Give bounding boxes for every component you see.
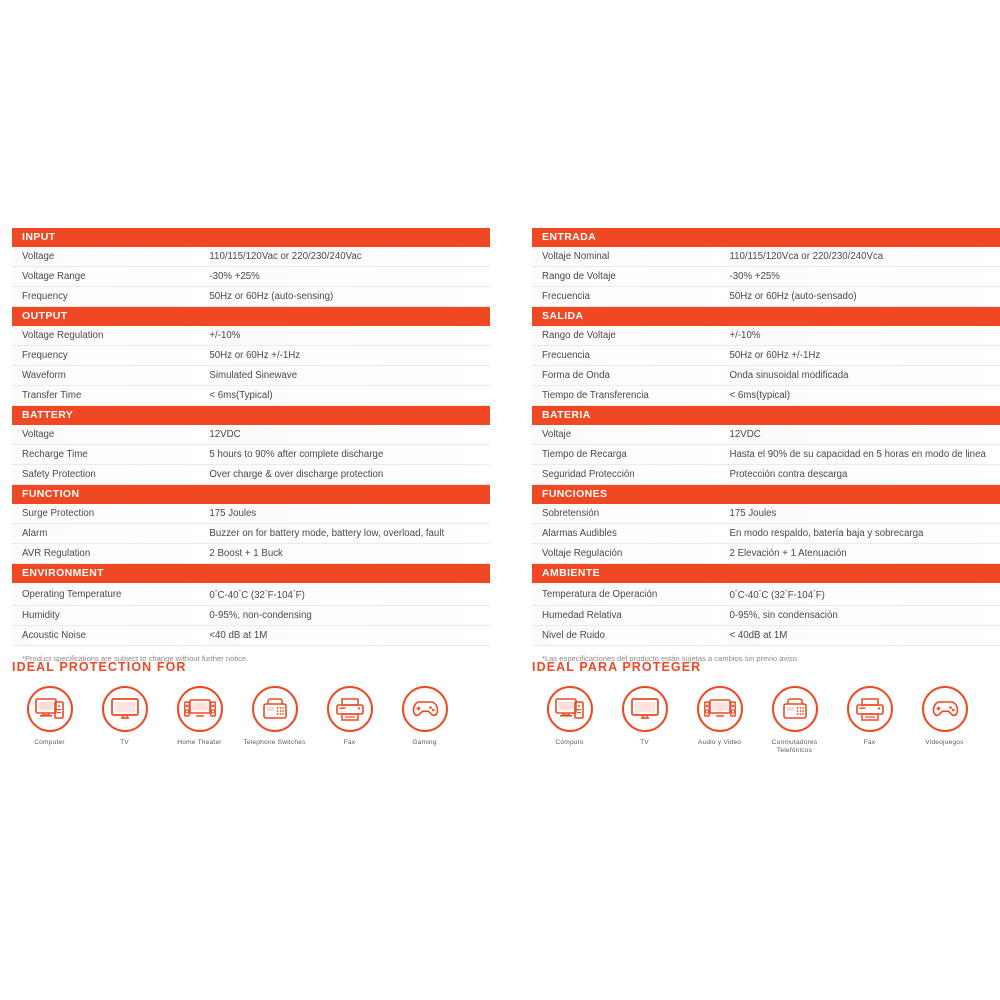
spec-label: Voltage — [12, 425, 207, 445]
protection-block-english — [12, 660, 490, 747]
section-heading: ENVIRONMENT — [12, 564, 490, 584]
spec-value: 12VDC — [207, 425, 490, 445]
protection-item-label: Conmutadores Telefónicos — [771, 739, 818, 754]
spec-row — [12, 445, 490, 465]
spec-label: AVR Regulation — [12, 544, 207, 564]
spec-value: 0-95%, non-condensing — [207, 606, 490, 626]
section-heading-row — [532, 228, 1000, 247]
footnote-spanish: *Las especificaciones del producto están sujetas a cambios sin previo aviso. — [542, 654, 800, 664]
spec-row — [12, 326, 490, 346]
spec-label: Frequency — [12, 287, 207, 307]
protection-item-label: Telephone Switches — [243, 739, 306, 746]
spec-label: Forma de Onda — [532, 366, 727, 386]
spec-label: Waveform — [12, 366, 207, 386]
spec-value: Protección contra descarga — [727, 465, 1000, 485]
spec-row — [532, 287, 1000, 307]
spec-label: Rango de Voltaje — [532, 326, 727, 346]
protection-item-label: Computer — [34, 739, 65, 746]
protection-item — [832, 686, 907, 747]
spec-value: < 6ms(typical) — [727, 386, 1000, 406]
spec-label: Temperatura de Operación — [532, 583, 727, 606]
section-heading: FUNCIONES — [532, 485, 1000, 505]
spec-label: Humedad Relativa — [532, 606, 727, 626]
spec-label: Recharge Time — [12, 445, 207, 465]
spec-row — [532, 524, 1000, 544]
section-heading: OUTPUT — [12, 307, 490, 327]
spec-value: +/-10% — [207, 326, 490, 346]
spec-row — [532, 504, 1000, 524]
spec-label: Operating Temperature — [12, 583, 207, 606]
spec-row — [532, 465, 1000, 485]
spec-value: 110/115/120Vac or 220/230/240Vac — [207, 247, 490, 267]
spec-label: Acoustic Noise — [12, 626, 207, 646]
protection-title: IDEAL PROTECTION FOR — [12, 660, 187, 674]
spec-label: Alarm — [12, 524, 207, 544]
protection-item — [312, 686, 387, 747]
spec-row — [12, 346, 490, 366]
spec-value: < 6ms(Typical) — [207, 386, 490, 406]
spec-label: Surge Protection — [12, 504, 207, 524]
spec-label: Frecuencia — [532, 346, 727, 366]
spec-row — [532, 544, 1000, 564]
spec-row — [12, 386, 490, 406]
spec-label: Tiempo de Transferencia — [532, 386, 727, 406]
spec-row — [532, 386, 1000, 406]
spec-value: 175 Joules — [207, 504, 490, 524]
protection-item — [162, 686, 237, 747]
spec-value: 2 Boost + 1 Buck — [207, 544, 490, 564]
protection-item — [607, 686, 682, 747]
spec-label: Safety Protection — [12, 465, 207, 485]
spec-label: Seguridad Protección — [532, 465, 727, 485]
section-heading: AMBIENTE — [532, 564, 1000, 584]
spec-row — [532, 366, 1000, 386]
protection-item-label: Videojuegos — [925, 739, 964, 746]
protection-item-label: Fax — [343, 739, 356, 746]
spec-value: 2 Elevación + 1 Atenuación — [727, 544, 1000, 564]
fax-printer-icon — [327, 686, 373, 732]
spec-label: Sobretensión — [532, 504, 727, 524]
telephone-icon — [772, 686, 818, 732]
spec-value: +/-10% — [727, 326, 1000, 346]
spec-row — [532, 346, 1000, 366]
spec-row — [532, 445, 1000, 465]
protection-item — [682, 686, 757, 747]
section-heading-row — [12, 307, 490, 327]
spec-row — [12, 504, 490, 524]
spec-label: Transfer Time — [12, 386, 207, 406]
section-heading: SALIDA — [532, 307, 1000, 327]
protection-item-label: Audio y Video — [697, 739, 742, 746]
protection-icon-row — [532, 686, 1000, 755]
protection-item-label: Home Theater — [177, 739, 222, 746]
spec-row — [12, 583, 490, 606]
spec-row — [532, 267, 1000, 287]
spec-row — [532, 583, 1000, 606]
protection-item — [757, 686, 832, 755]
spec-value: 50Hz or 60Hz +/-1Hz — [207, 346, 490, 366]
spec-table-spanish — [532, 228, 1000, 646]
spec-value: -30% +25% — [727, 267, 1000, 287]
spec-label: Humidity — [12, 606, 207, 626]
spec-label: Alarmas Audibles — [532, 524, 727, 544]
spec-value: 110/115/120Vca or 220/230/240Vca — [727, 247, 1000, 267]
spec-row — [12, 287, 490, 307]
section-heading-row — [12, 485, 490, 505]
spec-label: Voltaje — [532, 425, 727, 445]
section-heading-row — [532, 307, 1000, 327]
footnote-english: *Product specifications are subject to change without further notice. — [22, 654, 249, 664]
spec-label: Voltaje Regulación — [532, 544, 727, 564]
spec-row — [532, 626, 1000, 646]
spec-label: Rango de Voltaje — [532, 267, 727, 287]
protection-item-label: Fax — [863, 739, 876, 746]
telephone-icon — [252, 686, 298, 732]
spec-value: 50Hz or 60Hz (auto-sensing) — [207, 287, 490, 307]
spec-value: 5 hours to 90% after complete discharge — [207, 445, 490, 465]
section-heading-row — [532, 485, 1000, 505]
gaming-controller-icon — [402, 686, 448, 732]
spec-value: En modo respaldo, batería baja y sobrecarga — [727, 524, 1000, 544]
protection-item-label: TV — [120, 739, 129, 746]
spec-panel-english — [12, 228, 490, 664]
home-theater-icon — [177, 686, 223, 732]
gaming-controller-icon — [922, 686, 968, 732]
section-heading: BATTERY — [12, 406, 490, 426]
spec-panel-spanish — [532, 228, 1000, 664]
spec-label: Voltage — [12, 247, 207, 267]
spec-row — [12, 524, 490, 544]
section-heading: FUNCTION — [12, 485, 490, 505]
home-theater-icon — [697, 686, 743, 732]
section-heading-row — [12, 564, 490, 584]
section-heading-row — [12, 406, 490, 426]
section-heading-row — [12, 228, 490, 247]
protection-item — [907, 686, 982, 747]
spec-table-body — [12, 228, 490, 646]
spec-value: 0°C-40°C (32°F-104°F) — [727, 583, 1000, 606]
spec-value: <40 dB at 1M — [207, 626, 490, 646]
spec-row — [532, 425, 1000, 445]
protection-title: IDEAL PARA PROTEGER — [532, 660, 702, 674]
spec-value: Hasta el 90% de su capacidad en 5 horas en modo de linea — [727, 445, 1000, 465]
computer-icon — [27, 686, 73, 732]
spec-label: Frecuencia — [532, 287, 727, 307]
spec-row — [12, 465, 490, 485]
spec-row — [12, 247, 490, 267]
spec-value: 175 Joules — [727, 504, 1000, 524]
tv-icon — [622, 686, 668, 732]
spec-value: Buzzer on for battery mode, battery low, overload, fault — [207, 524, 490, 544]
protection-item — [87, 686, 162, 747]
spec-value: 50Hz or 60Hz +/-1Hz — [727, 346, 1000, 366]
spec-label: Voltaje Nominal — [532, 247, 727, 267]
protection-block-spanish — [532, 660, 1000, 755]
protection-item — [12, 686, 87, 747]
spec-row — [532, 326, 1000, 346]
spec-row — [12, 544, 490, 564]
protection-item-label: Gaming — [412, 739, 437, 746]
spec-label: Frequency — [12, 346, 207, 366]
spec-label: Voltage Range — [12, 267, 207, 287]
spec-row — [12, 606, 490, 626]
spec-label: Tiempo de Recarga — [532, 445, 727, 465]
spec-value: 0-95%, sin condensación — [727, 606, 1000, 626]
section-heading-row — [532, 564, 1000, 584]
spec-value: 12VDC — [727, 425, 1000, 445]
protection-item — [387, 686, 462, 747]
computer-icon — [547, 686, 593, 732]
section-heading: ENTRADA — [532, 228, 1000, 247]
spec-value: < 40dB at 1M — [727, 626, 1000, 646]
protection-item-label: TV — [640, 739, 649, 746]
section-heading: BATERIA — [532, 406, 1000, 426]
spec-value: Over charge & over discharge protection — [207, 465, 490, 485]
spec-table-body — [532, 228, 1000, 646]
spec-label: Voltage Regulation — [12, 326, 207, 346]
spec-value: Onda sinusoidal modificada — [727, 366, 1000, 386]
protection-item — [237, 686, 312, 747]
spec-row — [12, 267, 490, 287]
tv-icon — [102, 686, 148, 732]
spec-value: -30% +25% — [207, 267, 490, 287]
spec-value: 0°C-40°C (32°F-104°F) — [207, 583, 490, 606]
spec-row — [12, 626, 490, 646]
protection-item-label: Cómputo — [555, 739, 584, 746]
spec-value: 50Hz or 60Hz (auto-sensado) — [727, 287, 1000, 307]
protection-icon-row — [12, 686, 490, 747]
spec-value: Simulated Sinewave — [207, 366, 490, 386]
spec-row — [12, 366, 490, 386]
section-heading: INPUT — [12, 228, 490, 247]
protection-item — [532, 686, 607, 747]
spec-row — [532, 247, 1000, 267]
spec-row — [12, 425, 490, 445]
fax-printer-icon — [847, 686, 893, 732]
spec-row — [532, 606, 1000, 626]
section-heading-row — [532, 406, 1000, 426]
spec-label: Nivel de Ruido — [532, 626, 727, 646]
spec-table-english — [12, 228, 490, 646]
